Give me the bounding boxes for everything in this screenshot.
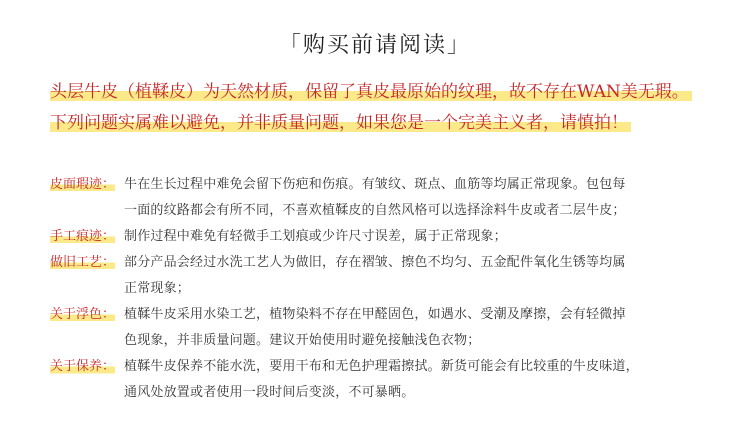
note-label-text: 手工痕迹： (50, 229, 116, 244)
note-label (50, 224, 124, 250)
note-label (50, 302, 124, 328)
note-color-transfer (50, 302, 700, 354)
note-body (124, 354, 700, 406)
note-label-text: 皮面瑕迹： (50, 177, 116, 192)
note-handmade-marks (50, 224, 700, 250)
note-label-text: 做旧工艺： (50, 255, 116, 270)
note-body (124, 172, 700, 224)
note-body-line: 正常现象； (124, 281, 191, 296)
note-body (124, 250, 700, 302)
page-title: 「购买前请阅读」 (278, 33, 471, 58)
intro-line-2 (50, 111, 631, 135)
intro-line-1-text: 头层牛皮（植鞣皮）为天然材质，保留了真皮最原始的纹理，故不存在WAN美无瑕。 (50, 82, 692, 102)
note-body-line: 部分产品会经过水洗工艺人为做旧，存在褶皱、擦色不均匀、五金配件氧化生锈等均属 (124, 255, 626, 270)
intro-line-1 (50, 80, 692, 104)
intro-line-2-text: 下列问题实属难以避免，并非质量问题，如果您是一个完美主义者，请慎拍！ (50, 113, 631, 133)
note-label-text: 关于保养： (50, 359, 116, 374)
note-label (50, 250, 124, 276)
note-label-text: 关于浮色： (50, 307, 116, 322)
note-body-line: 色现象，并非质量问题。建议开始使用时避免接触浅色衣物； (124, 333, 481, 348)
notes-list (50, 172, 700, 406)
note-body-line: 植鞣牛皮采用水染工艺，植物染料不存在甲醛固色，如遇水、受潮及摩擦，会有轻微掉 (124, 307, 626, 322)
note-body-line: 牛在生长过程中难免会留下伤疤和伤痕。有皱纹、斑点、血筋等均属正常现象。包包每 (124, 177, 626, 192)
note-body (124, 224, 700, 250)
note-distressed-process (50, 250, 700, 302)
note-body-line: 通风处放置或者使用一段时间后变淡，不可暴晒。 (124, 385, 415, 400)
note-label (50, 172, 124, 198)
note-body-line: 一面的纹路都会有所不同，不喜欢植鞣皮的自然风格可以选择涂料牛皮或者二层牛皮； (124, 203, 626, 218)
note-body-line: 制作过程中难免有轻微手工划痕或少许尺寸误差，属于正常现象； (124, 229, 507, 244)
note-body (124, 302, 700, 354)
note-surface-marks (50, 172, 700, 224)
note-label (50, 354, 124, 380)
note-body-line: 植鞣牛皮保养不能水洗，要用干布和无色护理霜擦拭。新货可能会有比较重的牛皮味道， (124, 359, 639, 374)
note-maintenance (50, 354, 700, 406)
